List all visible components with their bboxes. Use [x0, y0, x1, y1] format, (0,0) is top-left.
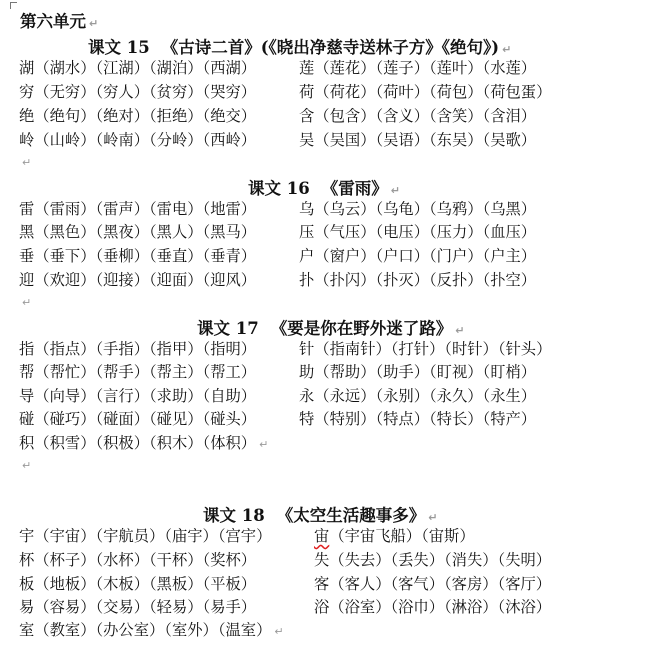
paragraph-mark: ↵ — [22, 296, 32, 309]
word-row: 雷（雷雨）（雷声）（雷电）（地雷） 乌（乌云）（乌龟）（乌鸦）（乌黑） — [19, 200, 537, 218]
word-row: 穷（无穷）（穷人）（贫穷）（哭穷） 荷（荷花）（荷叶）（荷包）（荷包蛋） — [19, 83, 552, 101]
lesson-label: 课文 15 — [88, 38, 150, 57]
page-corner-mark — [10, 2, 17, 9]
lesson-book-title: 《太空生活趣事多》 — [276, 506, 426, 525]
lesson-label: 课文 18 — [203, 506, 265, 525]
lesson-book-title: 《古诗二首》(《晓出净慈寺送林子方》《绝句》) — [161, 38, 500, 57]
word-row: 杯（杯子）（水杯）（干杯）（奖杯） 失（失去）（丢失）（消失）（失明） — [19, 551, 552, 569]
word-row: 垂（垂下）（垂柳）（垂直）（垂青） 户（窗户）（户口）（门户）（户主） — [19, 247, 537, 265]
word-row: 碰（碰巧）（碰面）（碰见）（碰头） 特（特别）（特点）（特长）（特产） — [19, 410, 537, 428]
unit-title: 第六单元 ↵ — [20, 12, 99, 31]
lesson-label: 课文 16 — [248, 179, 310, 198]
word-row: 迎（欢迎）（迎接）（迎面）（迎风） 扑（扑闪）（扑灭）（反扑）（扑空） — [19, 271, 537, 289]
lesson-book-title: 《要是你在野外迷了路》 — [270, 319, 453, 338]
word-row: 黑（黑色）（黑夜）（黑人）（黑马） 压（气压）（电压）（压力）（血压） — [19, 223, 537, 241]
lesson-book-title: 《雷雨》 — [321, 179, 388, 198]
word-row: 绝（绝句）（绝对）（拒绝）（绝交） 含（包含）（含义）（含笑）（含泪） — [19, 107, 537, 125]
word-row: 湖（湖水）（江湖）（湖泊）（西湖） 莲（莲花）（莲子）（莲叶）（水莲） — [19, 59, 537, 77]
word-row: 板（地板）（木板）（黑板）（平板） 客（客人）（客气）（客房）（客厅） — [19, 575, 552, 593]
lesson-heading-15: 课文 15 《古诗二首》(《晓出净慈寺送林子方》《绝句》) ↵ — [88, 38, 512, 57]
lesson-heading-18: 课文 18 《太空生活趣事多》 ↵ — [203, 506, 438, 525]
lesson-heading-17: 课文 17 《要是你在野外迷了路》 ↵ — [197, 319, 465, 338]
word-row: 易（容易）（交易）（轻易）（易手） 浴（浴室）（浴巾）（淋浴）（沐浴） — [19, 598, 552, 616]
paragraph-mark: ↵ — [22, 156, 32, 169]
lesson-label: 课文 17 — [197, 319, 259, 338]
lesson-heading-16: 课文 16 《雷雨》 ↵ — [248, 179, 400, 198]
word-row: 帮（帮忙）（帮手）（帮主）（帮工） 助（帮助）（助手）（盯视）（盯梢） — [19, 363, 537, 381]
word-row: 岭（山岭）（岭南）（分岭）（西岭） 吴（吴国）（吴语）（东吴）（吴歌） — [19, 131, 537, 149]
spellcheck-flagged-char: 宙 — [314, 527, 330, 545]
word-row: 导（向导）（言行）（求助）（自助） 永（永远）（永别）（永久）（永生） — [19, 387, 537, 405]
word-row: 指（指点）（手指）（指甲）（指明） 针（指南针）（打针）（时针）（针头） — [19, 340, 552, 358]
paragraph-mark: ↵ — [22, 459, 32, 472]
word-row: 宇（宇宙）（宇航员）（庙宇）（宫宇） 宙（宇宙飞船）（宙斯） — [19, 527, 475, 545]
word-row: 室（教室）（办公室）（室外）（温室） ↵ — [19, 621, 284, 639]
word-row: 积（积雪）（积极）（积木）（体积） ↵ — [19, 434, 269, 452]
